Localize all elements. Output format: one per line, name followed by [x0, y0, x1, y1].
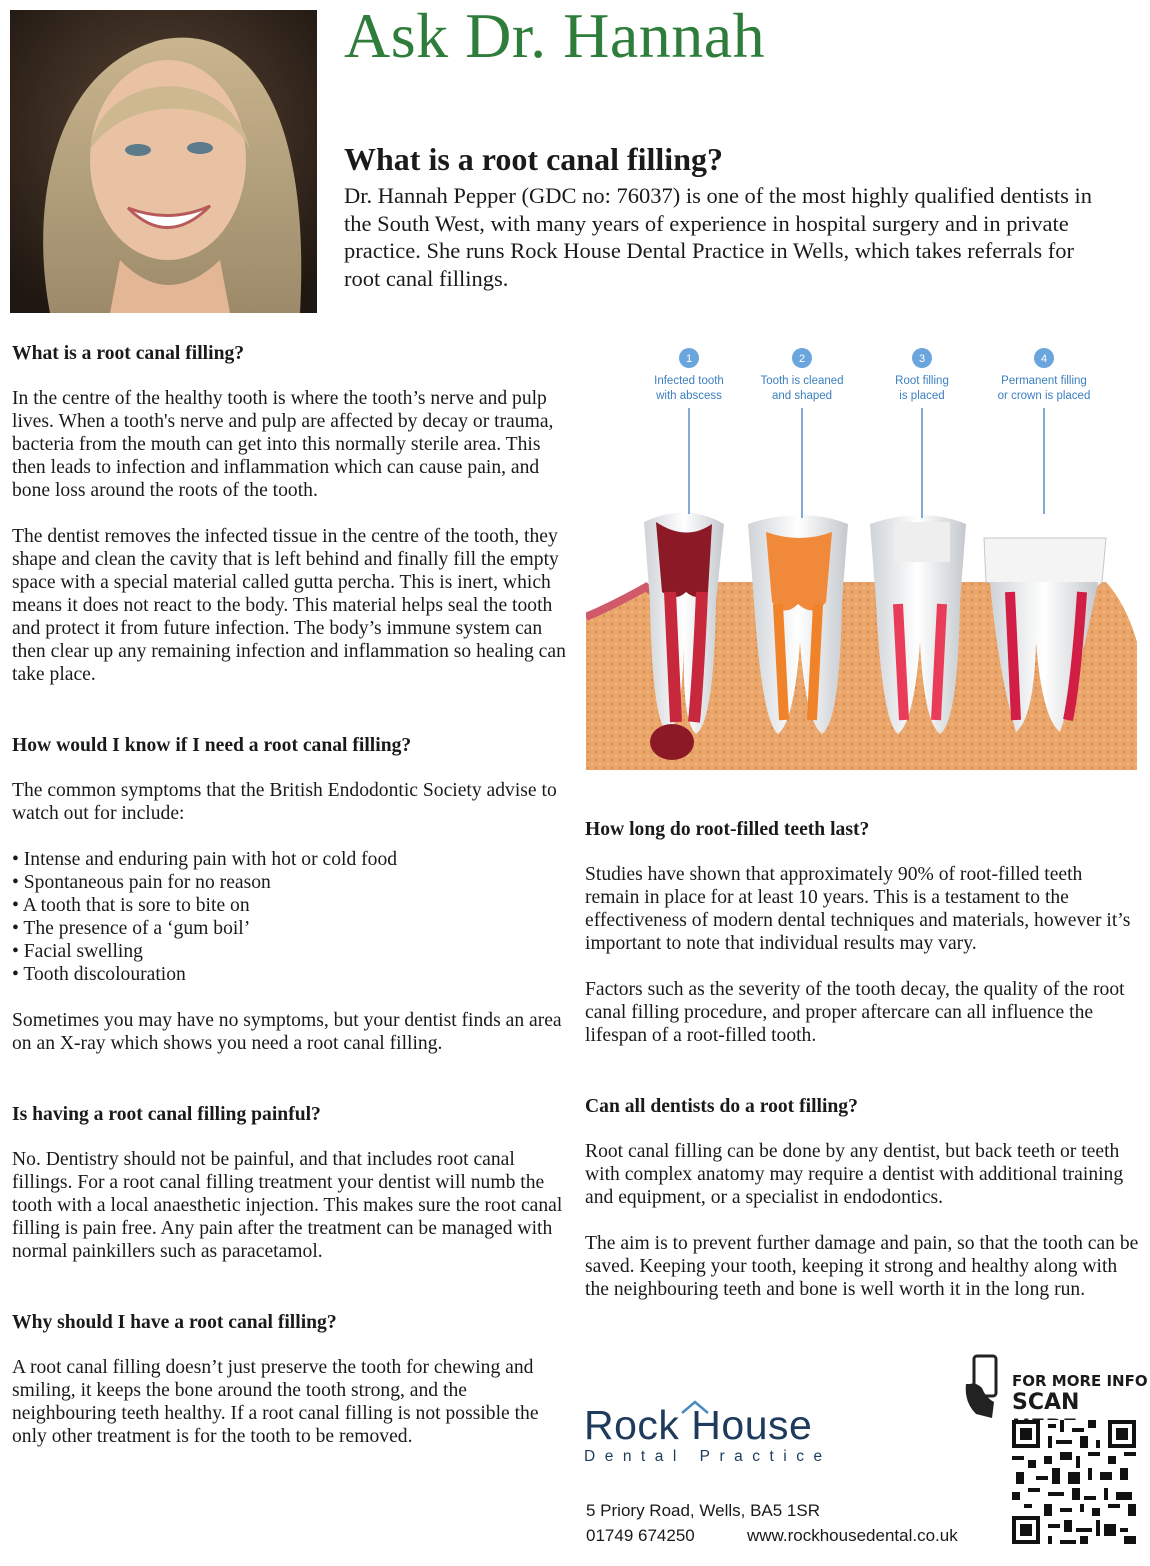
- how-long-paragraph-1: Studies have shown that approximately 90% of root-filled teeth remain in place for at least 10 years. This is a testament to the effectiveness of modern dental techniques and materials, however it’s important to note that individual results may vary.: [585, 864, 1131, 954]
- section-heading-what-is: What is a root canal filling?: [12, 343, 245, 364]
- step-number: 2: [798, 353, 806, 365]
- step-number: 4: [1040, 353, 1048, 365]
- list-item: • A tooth that is sore to bite on: [12, 894, 567, 917]
- author-intro: Dr. Hannah Pepper (GDC no: 76037) is one of the most highly qualified dentists in the South West, with many years of experience in hospital surgery and in private practice. She runs Rock House Dental Practice in Wells, which takes referrals for root canal fillings.: [344, 183, 1093, 291]
- step-number: 1: [685, 353, 693, 365]
- step-4-label: [998, 348, 1091, 514]
- symptoms-list: [12, 848, 567, 986]
- list-item: • The presence of a ‘gum boil’: [12, 917, 567, 940]
- painful-paragraph: No. Dentistry should not be painful, and that includes root canal fillings. For a root canal filling treatment your dentist will numb the tooth with a local anaesthetic injection. This makes sure the root canal filling is pain free. Any pain after the treatment can be managed with normal painkillers such as paracetamol.: [12, 1149, 563, 1262]
- what-is-paragraph-1: In the centre of the healthy tooth is where the tooth’s nerve and pulp lives. When a tooth's nerve and pulp are affected by decay or trauma, bacteria from the mouth can get into this normally sterile area. This then leads to infection and inflammation which can cause pain, and bone loss around the roots of the tooth.: [12, 388, 554, 501]
- logo-name: Rock House: [584, 1402, 813, 1448]
- all-dentists-paragraph-2: The aim is to prevent further damage and pain, so that the tooth can be saved. Keeping your tooth, keeping it strong and healthy along with the neighbouring teeth and bone is well worth it in the long run.: [585, 1233, 1139, 1300]
- section-heading-how-know: How would I know if I need a root canal filling?: [12, 735, 412, 756]
- list-item: • Tooth discolouration: [12, 963, 567, 986]
- no-symptoms-paragraph: Sometimes you may have no symptoms, but your dentist finds an area on an X-ray which shows you need a root canal filling.: [12, 1010, 562, 1054]
- what-is-paragraph-2: The dentist removes the infected tissue in the centre of the tooth, they shape and clean the cavity that is left behind and finally fill the empty space with a special material called gutta percha. This is inert, which means it does not react to the body. This material helps seal the tooth and protect it from future infection. The body’s immune system can then clear up any remaining infection and inflammation so healing can take place.: [12, 526, 566, 685]
- hand-phone-icon: [962, 1354, 1008, 1425]
- list-item: • Facial swelling: [12, 940, 567, 963]
- practice-phone[interactable]: 01749 674250: [586, 1526, 695, 1545]
- article-subtitle: What is a root canal filling?: [344, 141, 723, 177]
- list-item: • Spontaneous pain for no reason: [12, 871, 567, 894]
- how-long-paragraph-2: Factors such as the severity of the tooth decay, the quality of the root canal filling procedure, and proper aftercare can all influence the lifespan of a root-filled tooth.: [585, 979, 1125, 1046]
- section-heading-painful: Is having a root canal filling painful?: [12, 1104, 321, 1125]
- step-2-label: [760, 348, 843, 518]
- qr-code[interactable]: [1012, 1420, 1136, 1549]
- root-canal-illustration: [586, 342, 1137, 772]
- step-label-line2: and shaped: [771, 390, 833, 402]
- scan-cta-line1: FOR MORE INFO: [1012, 1372, 1148, 1390]
- step-1-label: [654, 348, 724, 514]
- step-3-label: [895, 348, 949, 518]
- practice-website[interactable]: www.rockhousedental.co.uk: [747, 1526, 958, 1545]
- symptoms-intro: The common symptoms that the British Endodontic Society advise to watch out for include:: [12, 780, 557, 824]
- logo-subtitle: Dental Practice: [584, 1448, 832, 1465]
- list-item: • Intense and enduring pain with hot or cold food: [12, 848, 567, 871]
- page-title: Ask Dr. Hannah: [344, 0, 766, 71]
- section-heading-why: Why should I have a root canal filling?: [12, 1312, 337, 1333]
- step-label-line2: with abscess: [656, 390, 722, 402]
- practice-address: 5 Priory Road, Wells, BA5 1SR: [586, 1501, 820, 1520]
- root-canal-steps-diagram: [586, 342, 1137, 772]
- all-dentists-paragraph-1: Root canal filling can be done by any dentist, but back teeth or teeth with complex anatomy may require a dentist with additional training and equipment, or a specialist in endodontics.: [585, 1141, 1124, 1208]
- step-label-line1: Tooth is cleaned: [760, 375, 844, 387]
- rock-house-logo: [584, 1402, 832, 1466]
- right-column: [585, 818, 1140, 1324]
- dr-hannah-portrait: [10, 10, 317, 313]
- left-column: [12, 342, 567, 1471]
- section-heading-how-long: How long do root-filled teeth last?: [585, 819, 870, 840]
- step-number: 3: [918, 353, 926, 365]
- house-roof-icon: [680, 1400, 710, 1414]
- portrait-illustration: [10, 10, 317, 313]
- section-heading-all-dentists: Can all dentists do a root filling?: [585, 1096, 858, 1117]
- step-label-line2: or crown is placed: [997, 390, 1091, 402]
- step-label-line1: Root filling: [895, 375, 949, 387]
- scan-cta-line2: SCAN: [1012, 1390, 1080, 1415]
- step-label-line1: Infected tooth: [654, 375, 724, 387]
- step-label-line1: Permanent filling: [1001, 375, 1087, 387]
- step-label-line2: is placed: [899, 390, 945, 402]
- why-paragraph: A root canal filling doesn’t just preserve the tooth for chewing and smiling, it keeps the bone around the tooth strong, and the neighbouring teeth healthy. If a root canal filling is not possible the only other treatment is for the tooth to be removed.: [12, 1357, 539, 1447]
